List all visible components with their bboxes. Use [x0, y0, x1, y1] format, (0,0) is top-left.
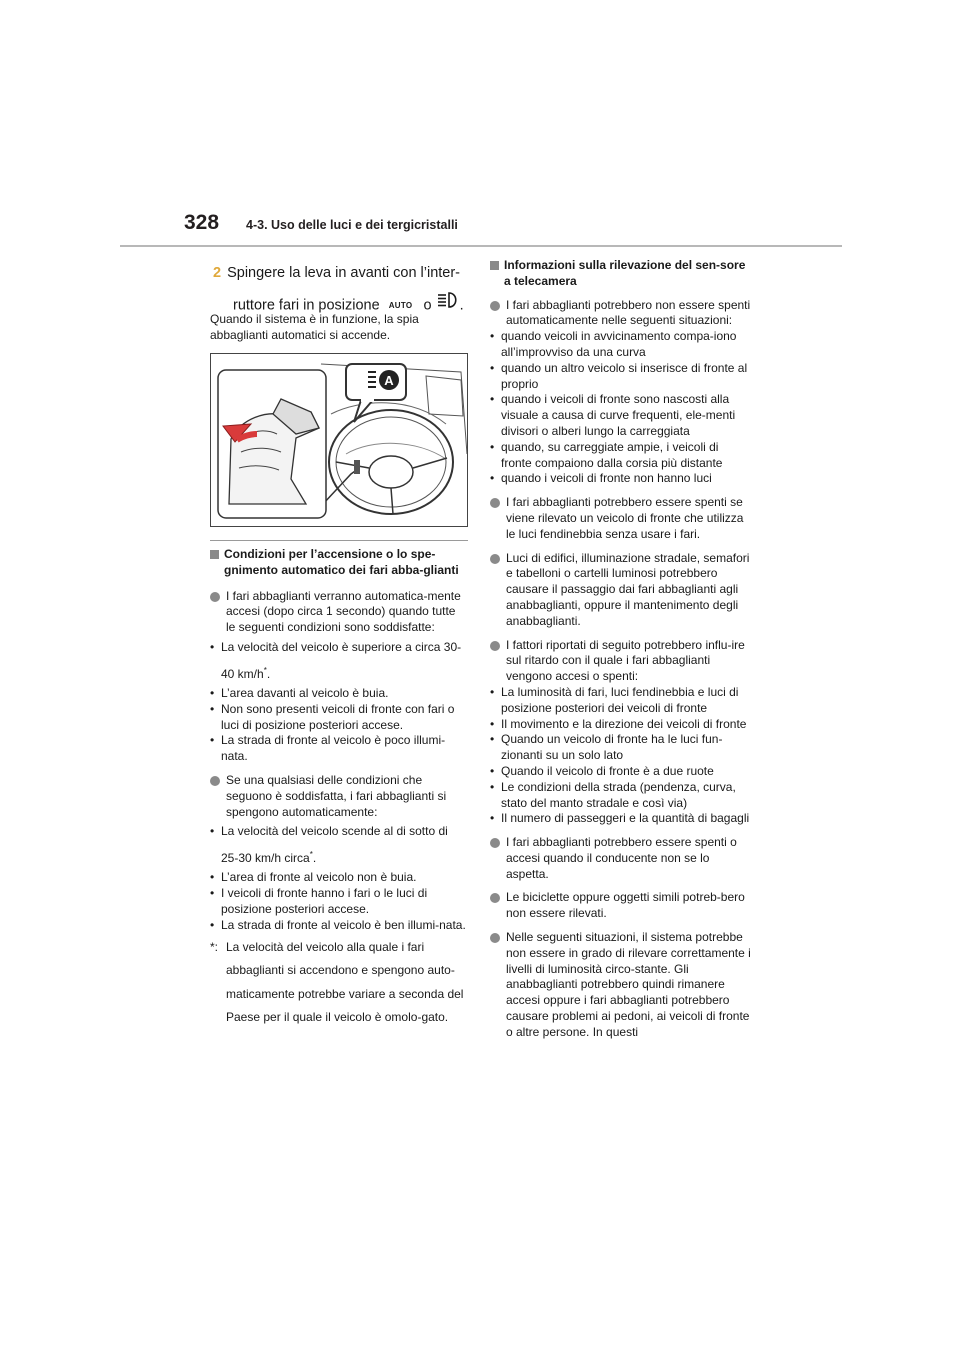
conditions-para-2: [210, 773, 468, 934]
round-bullet-icon: [490, 301, 500, 311]
list-item: • L’area di fronte al veicolo non è buia.: [210, 870, 468, 886]
list-item: • Il numero di passeggeri e la quantità di bagagli: [490, 811, 752, 827]
section-title: 4-3. Uso delle luci e dei tergicristalli: [246, 218, 458, 232]
sensor-list-4: [501, 684, 752, 827]
round-bullet-icon: [490, 893, 500, 903]
list-item: • Le condizioni della strada (pendenza, curva, stato del manto stradale e così via): [490, 780, 752, 812]
para-intro: Se una qualsiasi delle condizioni che seguono è soddisfatta, i fari abbaglianti si spengono automaticamente:: [226, 772, 447, 819]
lever-illustration: [210, 353, 468, 527]
header-divider: [120, 245, 842, 247]
square-bullet-icon: [210, 550, 219, 559]
page-number: 328: [184, 211, 220, 234]
para-intro: I fari abbaglianti verranno automatica-mente accesi (dopo circa 1 secondo) quando tutte le seguenti condizioni sono soddisfatte:: [226, 588, 461, 635]
para-intro: I fattori riportati di seguito potrebbero influ-ire sul ritardo con il quale i fari abbaglianti vengono accesi o spenti:: [506, 637, 745, 684]
section-divider: [210, 540, 468, 541]
round-bullet-icon: [490, 838, 500, 848]
footnote-mark: *:: [210, 939, 219, 954]
list-item: • Non sono presenti veicoli di fronte con fari o luci di posizione posteriori accese.: [210, 702, 468, 734]
step-text-1: Spingere la leva in avanti con l’inter-: [227, 265, 461, 281]
sensor-para-2: I fari abbaglianti potrebbero essere spenti se viene rilevato un veicolo di fronte che utilizza le luci fendinebbia senza usare i fari.: [490, 495, 752, 542]
list-item: • I veicoli di fronte hanno i fari o le luci di posizione posteriori accese.: [210, 886, 468, 918]
conditions-off-list: [221, 820, 468, 933]
list-item: • Il movimento e la direzione dei veicoli di fronte: [490, 717, 752, 733]
list-item: • Quando un veicolo di fronte ha le luci fun-zionanti su un solo lato: [490, 732, 752, 764]
footnote: [210, 936, 468, 1030]
conditions-section: [210, 547, 468, 1030]
auto-icon: AUTO: [388, 289, 414, 322]
sensor-para-4: [490, 638, 752, 828]
round-bullet-icon: [490, 641, 500, 651]
round-bullet-icon: [490, 498, 500, 508]
conditions-para-1: [210, 589, 468, 765]
step-number: 2: [213, 265, 222, 281]
sensor-para-5: I fari abbaglianti potrebbero essere spenti o accesi quando il conducente non se lo aspetta.: [490, 835, 752, 882]
sensor-list-1: [501, 329, 752, 487]
round-bullet-icon: [210, 776, 220, 786]
list-item: • quando i veicoli di fronte non hanno luci: [490, 471, 752, 487]
round-bullet-icon: [210, 592, 220, 602]
sensor-para-7: Nelle seguenti situazioni, il sistema potrebbe non essere in grado di rilevare correttamente i livelli di luminosità circo-stante. Gli anabbaglianti potrebbero quindi rimanere accesi oppure i fari abbaglianti potrebbero causare problemi ai pedoni, ai veicoli di fronte o altre persone. In questi: [490, 930, 752, 1041]
list-item: • La velocità del veicolo è superiore a circa 30- 40 km/h*.: [210, 636, 468, 686]
list-item: • quando veicoli in avvicinamento compa-iono all’improvviso da una curva: [490, 329, 752, 361]
step-end: .: [459, 297, 464, 314]
step-conj: o: [423, 297, 432, 314]
sensor-para-1: [490, 298, 752, 488]
list-item: • Quando il veicolo di fronte è a due ruote: [490, 764, 752, 780]
para-intro: I fari abbaglianti potrebbero non essere spenti automaticamente nelle seguenti situazioni:: [506, 297, 751, 328]
list-item: • La luminosità di fari, luci fendinebbia e luci di posizione posteriori dei veicoli di fronte: [490, 685, 752, 717]
list-item: • L’area davanti al veicolo è buia.: [210, 686, 468, 702]
conditions-on-list: [221, 636, 468, 765]
footnote-text: La velocità del veicolo alla quale i fari abbaglianti si accendono e spengono auto-maticamente potrebbe variare a seconda del Paese per il quale il veicolo è omolo-gato.: [226, 939, 464, 1025]
sensor-section: [490, 258, 752, 1041]
list-item: • La velocità del veicolo scende al di sotto di 25-30 km/h circa*.: [210, 820, 468, 870]
sensor-heading: Informazioni sulla rilevazione del sen-sore a telecamera: [490, 258, 752, 290]
illustration-svg: [211, 354, 468, 527]
list-item: • quando, su carreggiate ampie, i veicoli di fronte compaiono dalla corsia più distante: [490, 440, 752, 472]
round-bullet-icon: [490, 933, 500, 943]
system-note: Quando il sistema è in funzione, la spia abbaglianti automatici si accende.: [210, 312, 419, 342]
list-item: • quando un altro veicolo si inserisce di fronte al proprio: [490, 361, 752, 393]
step-text-2: ruttore fari in posizione: [233, 297, 380, 314]
sensor-para-6: Le biciclette oppure oggetti simili potreb-bero non essere rilevati.: [490, 890, 752, 922]
list-item: • La strada di fronte al veicolo è poco illumi-nata.: [210, 733, 468, 765]
list-item: • quando i veicoli di fronte sono nascosti alla visuale a causa di curve frequenti, ele-menti divisori o alberi lungo la carreggiata: [490, 392, 752, 439]
conditions-heading: Condizioni per l’accensione o lo spe-gnimento automatico dei fari abba-glianti: [210, 547, 468, 579]
sensor-para-3: Luci di edifici, illuminazione stradale, semafori e tabelloni o cartelli luminosi potrebbero causare il passaggio dai fari abbaglianti agli anabbaglianti, oppure il mantenimento degli anabbaglianti.: [490, 551, 752, 630]
step-line-1: [213, 258, 473, 289]
list-item: • La strada di fronte al veicolo è ben illumi-nata.: [210, 918, 468, 934]
indicator-letter: A: [384, 373, 394, 388]
round-bullet-icon: [490, 554, 500, 564]
square-bullet-icon: [490, 261, 499, 270]
